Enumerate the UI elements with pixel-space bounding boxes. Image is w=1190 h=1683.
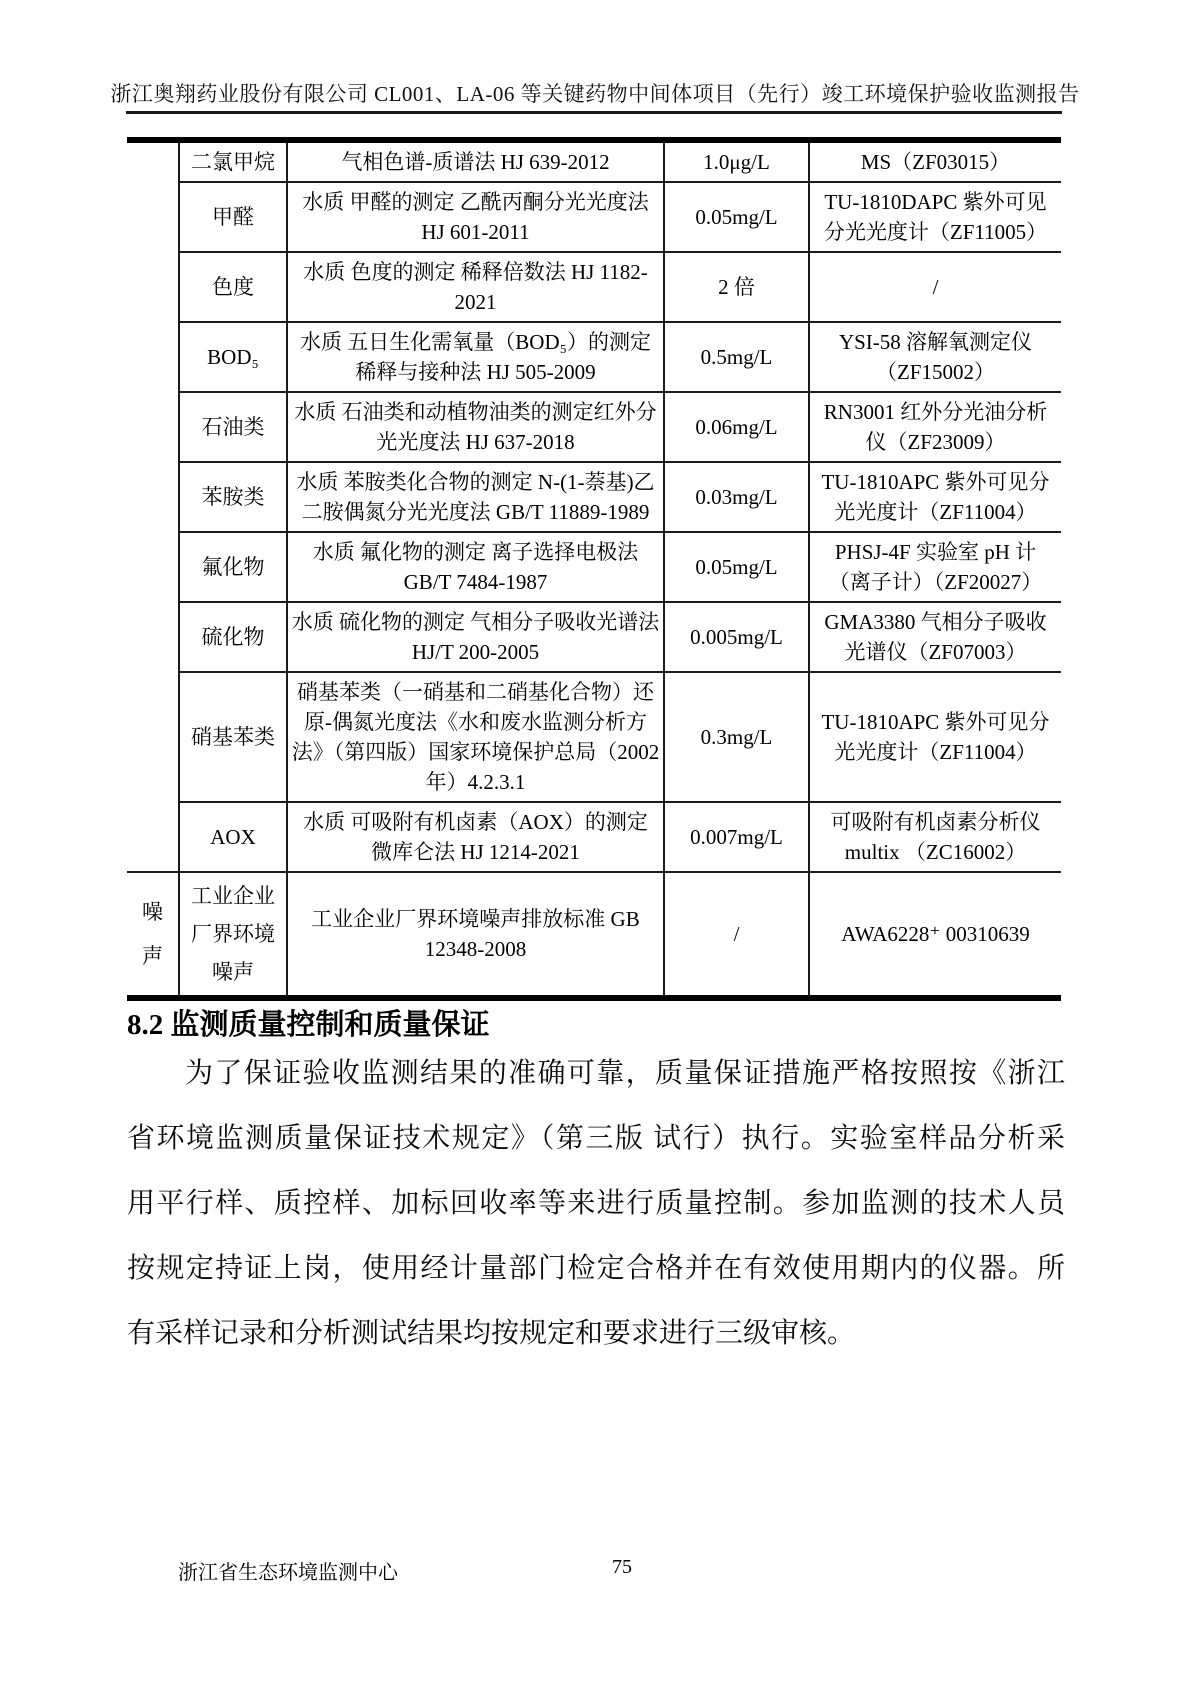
table-row (127, 802, 1061, 872)
param-cell: 工业企业厂界环境噪声 (179, 872, 287, 998)
paragraph-line: 按规定持证上岗，使用经计量部门检定合格并在有效使用期内的仪器。所 (127, 1253, 1065, 1284)
method-cell: 水质 硫化物的测定 气相分子吸收光谱法 HJ/T 200-2005 (287, 602, 664, 672)
param-cell: 硝基苯类 (179, 672, 287, 802)
limit-cell: / (664, 872, 809, 998)
method-cell: 气相色谱-质谱法 HJ 639-2012 (287, 140, 664, 182)
limit-cell: 2 倍 (664, 252, 809, 322)
paragraph-line: 为了保证验收监测结果的准确可靠，质量保证措施严格按照按《浙江 (185, 1058, 1065, 1089)
paragraph-line: 有采样记录和分析测试结果均按规定和要求进行三级审核。 (127, 1318, 856, 1349)
table-row (127, 140, 1061, 182)
table-row (127, 252, 1061, 322)
method-cell: 水质 五日生化需氧量（BOD₅）的测定 稀释与接种法 HJ 505-2009 (287, 322, 664, 392)
instrument-cell: TU-1810APC 紫外可见分光光度计（ZF11004） (809, 672, 1061, 802)
limit-cell: 0.005mg/L (664, 602, 809, 672)
param-cell: 苯胺类 (179, 462, 287, 532)
method-cell: 水质 色度的测定 稀释倍数法 HJ 1182-2021 (287, 252, 664, 322)
table-row (127, 182, 1061, 252)
page-header-title: 浙江奥翔药业股份有限公司 CL001、LA-06 等关键药物中间体项目（先行）竣工环境保护验收监测报告 (110, 82, 1080, 106)
footer-organization: 浙江省生态环境监测中心 (178, 1562, 398, 1584)
param-cell: 甲醛 (179, 182, 287, 252)
param-cell: 石油类 (179, 392, 287, 462)
method-cell: 水质 苯胺类化合物的测定 N-(1-萘基)乙二胺偶氮分光光度法 GB/T 11889-1989 (287, 462, 664, 532)
limit-cell: 0.06mg/L (664, 392, 809, 462)
table-row (127, 672, 1061, 802)
instrument-cell: / (809, 252, 1061, 322)
paragraph-line: 省环境监测质量保证技术规定》（第三版 试行）执行。实验室样品分析采 (127, 1123, 1065, 1154)
instrument-cell: GMA3380 气相分子吸收光谱仪（ZF07003） (809, 602, 1061, 672)
param-cell: 色度 (179, 252, 287, 322)
table-row (127, 602, 1061, 672)
instrument-cell: MS（ZF03015） (809, 140, 1061, 182)
monitoring-methods-table (127, 137, 1061, 1001)
section-heading: 8.2 监测质量控制和质量保证 (127, 1009, 490, 1041)
qa-paragraph (127, 1041, 1065, 1366)
category-cell-noise: 噪声 (127, 872, 179, 998)
paragraph-line: 用平行样、质控样、加标回收率等来进行质量控制。参加监测的技术人员 (127, 1188, 1065, 1219)
table-row (127, 322, 1061, 392)
footer-page-number: 75 (612, 1556, 632, 1578)
table-row-noise (127, 872, 1061, 998)
method-cell: 硝基苯类（一硝基和二硝基化合物）还原-偶氮光度法《水和废水监测分析方法》（第四版）国家环境保护总局（2002 年）4.2.3.1 (287, 672, 664, 802)
method-cell: 水质 石油类和动植物油类的测定红外分光光度法 HJ 637-2018 (287, 392, 664, 462)
instrument-cell: AWA6228⁺ 00310639 (809, 872, 1061, 998)
limit-cell: 0.3mg/L (664, 672, 809, 802)
method-cell: 工业企业厂界环境噪声排放标准 GB 12348-2008 (287, 872, 664, 998)
instrument-cell: TU-1810DAPC 紫外可见分光光度计（ZF11005） (809, 182, 1061, 252)
limit-cell: 0.5mg/L (664, 322, 809, 392)
param-cell: AOX (179, 802, 287, 872)
instrument-cell: RN3001 红外分光油分析仪（ZF23009） (809, 392, 1061, 462)
method-cell: 水质 甲醛的测定 乙酰丙酮分光光度法 HJ 601-2011 (287, 182, 664, 252)
instrument-cell: TU-1810APC 紫外可见分光光度计（ZF11004） (809, 462, 1061, 532)
limit-cell: 0.007mg/L (664, 802, 809, 872)
param-cell: 氟化物 (179, 532, 287, 602)
param-cell: 二氯甲烷 (179, 140, 287, 182)
header-divider (126, 111, 1062, 114)
table-row (127, 392, 1061, 462)
table-row (127, 462, 1061, 532)
category-cell-water (127, 140, 179, 872)
table-row (127, 532, 1061, 602)
limit-cell: 1.0μg/L (664, 140, 809, 182)
limit-cell: 0.05mg/L (664, 532, 809, 602)
instrument-cell: PHSJ-4F 实验室 pH 计（离子计）（ZF20027） (809, 532, 1061, 602)
method-cell: 水质 氟化物的测定 离子选择电极法 GB/T 7484-1987 (287, 532, 664, 602)
method-cell: 水质 可吸附有机卤素（AOX）的测定 微库仑法 HJ 1214-2021 (287, 802, 664, 872)
limit-cell: 0.05mg/L (664, 182, 809, 252)
limit-cell: 0.03mg/L (664, 462, 809, 532)
instrument-cell: 可吸附有机卤素分析仪 multix （ZC16002） (809, 802, 1061, 872)
param-cell: 硫化物 (179, 602, 287, 672)
instrument-cell: YSI-58 溶解氧测定仪 （ZF15002） (809, 322, 1061, 392)
param-cell: BOD₅ (179, 322, 287, 392)
